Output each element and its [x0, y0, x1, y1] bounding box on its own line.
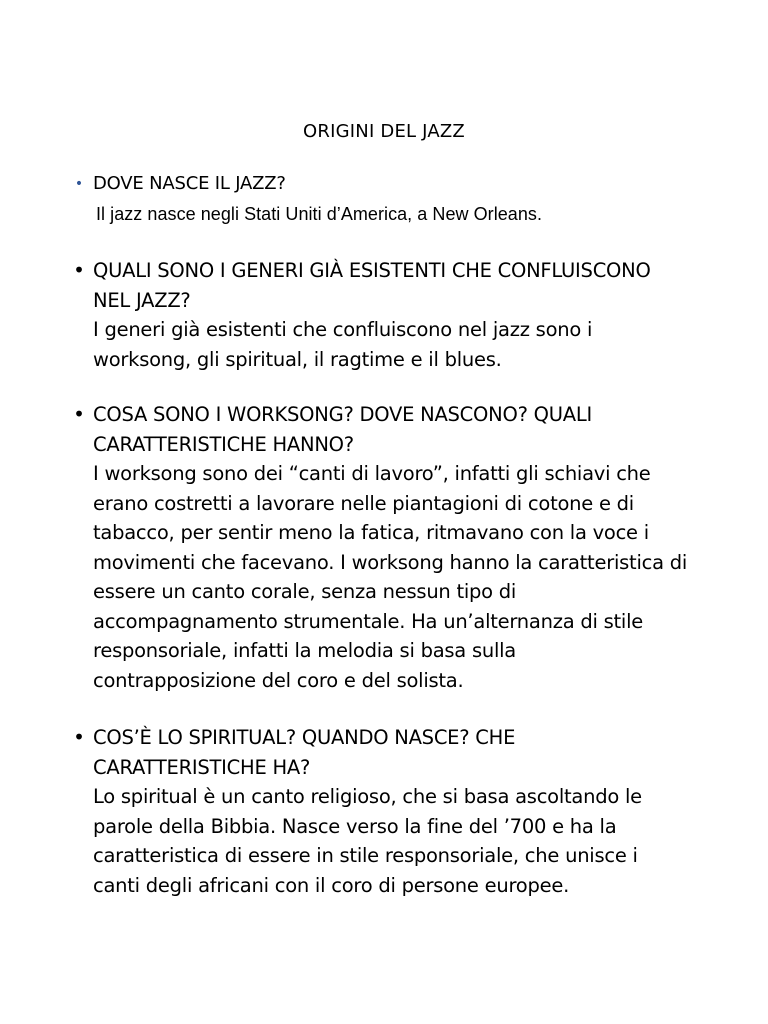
- document-title: ORIGINI DEL JAZZ: [303, 121, 465, 142]
- answer-line: contrapposizione del coro e del solista.: [93, 668, 464, 692]
- answer-line: essere un canto corale, senza nessun tipo di: [93, 580, 517, 603]
- answer-line: Lo spiritual è un canto religioso, che si basa ascoltando le: [93, 785, 642, 808]
- answer-line: responsoriale, infatti la melodia si basa sulla: [93, 639, 517, 662]
- section-content: [93, 400, 703, 695]
- answer-line: worksong, gli spiritual, il ragtime e il blues.: [93, 347, 502, 371]
- bullet-icon: •: [74, 176, 84, 192]
- bullet-icon: •: [73, 725, 85, 749]
- section-content: [93, 256, 703, 374]
- answer-line: I worksong sono dei “canti di lavoro”, infatti gli schiavi che: [93, 462, 651, 485]
- question-text: [93, 723, 703, 782]
- question-line: NEL JAZZ?: [93, 288, 191, 312]
- answer-text: [93, 315, 703, 374]
- section-content: [93, 723, 703, 900]
- question-text: [93, 400, 703, 459]
- bullet-icon: •: [73, 402, 85, 426]
- question-line: CARATTERISTICHE HA?: [93, 755, 311, 779]
- section-content: [93, 172, 703, 228]
- answer-line: accompagnamento strumentale. Ha un’alternanza di stile: [93, 609, 643, 633]
- answer-line: movimenti che facevano. I worksong hanno la caratteristica di: [93, 550, 688, 574]
- question-line: CARATTERISTICHE HANNO?: [93, 432, 354, 456]
- answer-line: tabacco, per sentir meno la fatica, ritmavano con la voce i: [93, 521, 649, 544]
- question-text: [93, 256, 703, 315]
- question-line: DOVE NASCE IL JAZZ?: [93, 173, 286, 194]
- answer-line: erano costretti a lavorare nelle piantagioni di cotone e di: [93, 491, 634, 515]
- question-line: QUALI SONO I GENERI GIÀ ESISTENTI CHE CONFLUISCONO: [93, 259, 651, 282]
- answer-text: [93, 459, 703, 695]
- question-line: COS’È LO SPIRITUAL? QUANDO NASCE? CHE: [93, 726, 516, 749]
- answer-line: canti degli africani con il coro di persone europee.: [93, 873, 570, 897]
- answer-text: [96, 200, 703, 228]
- answer-line: Il jazz nasce negli Stati Uniti d’America, a New Orleans.: [96, 204, 543, 224]
- question-text: [93, 172, 703, 196]
- answer-line: parole della Bibbia. Nasce verso la fine del ’700 e ha la: [93, 814, 617, 838]
- bullet-icon: •: [73, 258, 85, 282]
- answer-line: caratteristica di essere in stile responsoriale, che unisce i: [93, 844, 638, 867]
- answer-line: I generi già esistenti che confluiscono nel jazz sono i: [93, 318, 593, 341]
- answer-text: [93, 782, 703, 900]
- question-line: COSA SONO I WORKSONG? DOVE NASCONO? QUALI: [93, 403, 592, 426]
